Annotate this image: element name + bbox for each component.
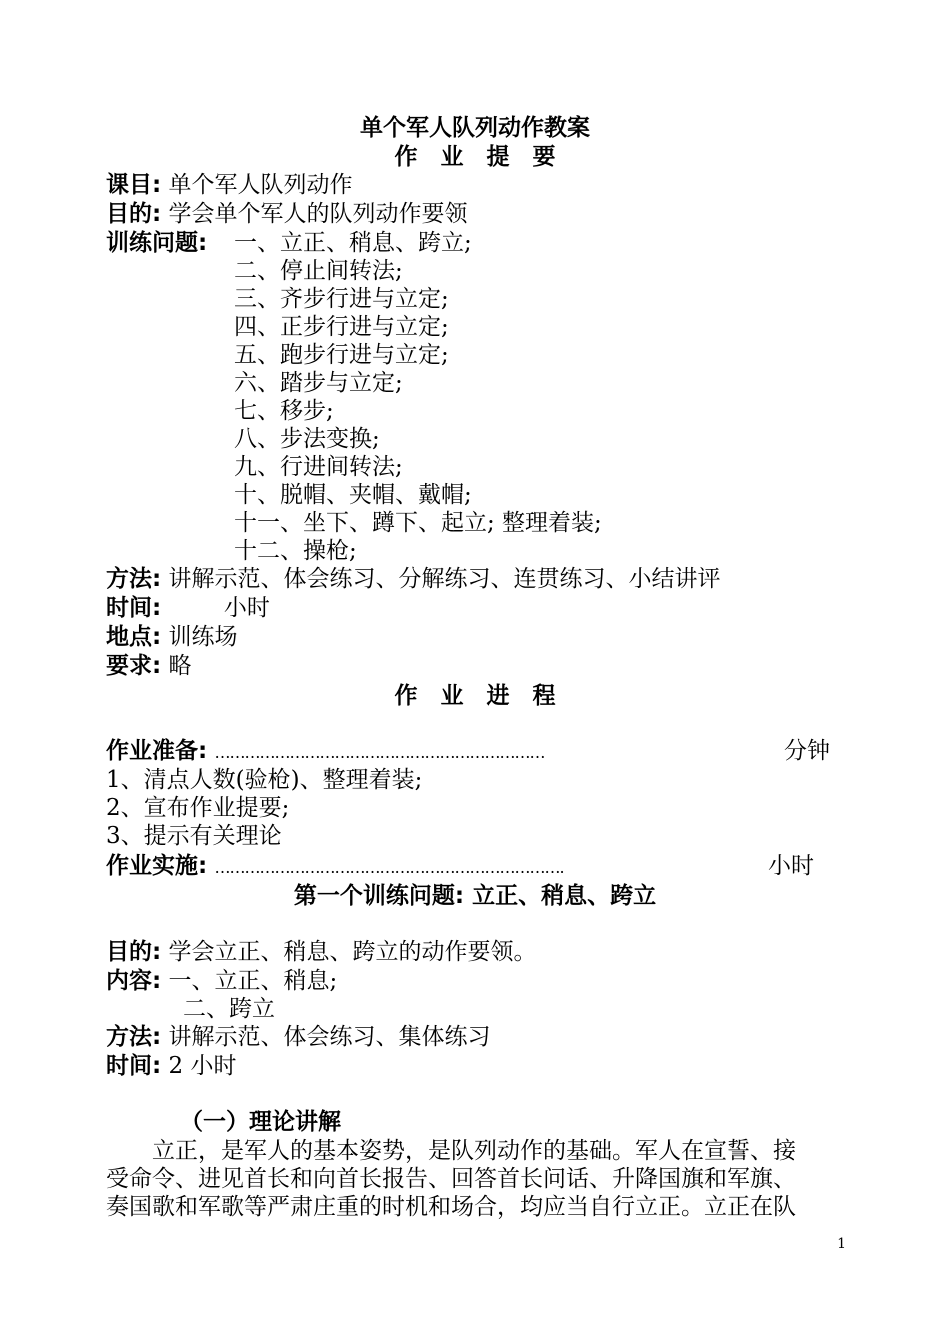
- issue1-content-row: [106, 967, 337, 995]
- training-issue-item: 四、正步行进与立定;: [234, 314, 449, 340]
- purpose-label: 目的:: [106, 201, 162, 227]
- document-title: 单个军人队列动作教案: [360, 114, 590, 141]
- implement-dots: …………………………………………………………….: [214, 858, 564, 877]
- training-issue-item: 十一、坐下、蹲下、起立; 整理着装;: [234, 510, 602, 536]
- issue1-content-label: 内容:: [106, 968, 162, 994]
- issue1-method-label: 方法:: [106, 1024, 162, 1050]
- training-issues-label: 训练问题:: [106, 230, 208, 256]
- prep-item: 1、清点人数(验枪)、整理着装;: [106, 767, 423, 793]
- paragraph-line: 受命令、进见首长和向首长报告、回答首长问话、升降国旗和军旗、: [106, 1166, 796, 1192]
- prep-row: [106, 737, 836, 767]
- training-issue-item: 五、跑步行进与立定;: [234, 342, 449, 368]
- purpose-row: [106, 200, 468, 228]
- prep-item: 2、宣布作业提要;: [106, 795, 290, 821]
- issue1-content-item: 二、跨立: [183, 996, 275, 1022]
- time-label: 时间:: [106, 595, 162, 621]
- summary-heading: 作 业 提 要: [394, 143, 556, 170]
- requirement-label: 要求:: [106, 653, 162, 679]
- place-label: 地点:: [106, 624, 162, 650]
- issue1-time-label: 时间:: [106, 1053, 162, 1079]
- time-row: [106, 594, 270, 622]
- prep-unit: 分钟: [784, 738, 830, 764]
- theory-heading: （一）理论讲解: [180, 1109, 341, 1135]
- implement-label: 作业实施:: [106, 853, 208, 879]
- subject-value: 单个军人队列动作: [168, 172, 353, 198]
- training-issue-item: 九、行进间转法;: [234, 454, 403, 480]
- training-issue-item: 十二、操枪;: [234, 538, 357, 564]
- issue1-content-item: 一、立正、稍息;: [168, 968, 338, 994]
- subject-row: [106, 171, 353, 199]
- paragraph-line: 立正，是军人的基本姿势，是队列动作的基础。军人在宣誓、接: [152, 1138, 796, 1164]
- prep-label: 作业准备:: [106, 738, 208, 764]
- prep-item: 3、提示有关理论: [106, 823, 282, 849]
- method-row: [106, 565, 721, 593]
- purpose-value: 学会单个军人的队列动作要领: [168, 201, 468, 227]
- process-heading: 作 业 进 程: [394, 682, 556, 709]
- training-issue-item: 七、移步;: [234, 398, 334, 424]
- issue1-purpose-label: 目的:: [106, 939, 162, 965]
- training-issue-item: 十、脱帽、夹帽、戴帽;: [234, 482, 472, 508]
- prep-dots: …………………………………………………………: [214, 743, 545, 762]
- issue1-method-row: [106, 1023, 491, 1051]
- issue1-time-row: [106, 1052, 236, 1080]
- paragraph-line: 奏国歌和军歌等严肃庄重的时机和场合，均应当自行立正。立正在队: [106, 1194, 796, 1220]
- training-issue-item: 八、步法变换;: [234, 426, 380, 452]
- requirement-value: 略: [168, 653, 192, 679]
- theory-paragraph: [106, 1137, 848, 1221]
- training-issue-item: 六、踏步与立定;: [234, 370, 403, 396]
- requirement-row: [106, 652, 192, 680]
- issue1-method-value: 讲解示范、体会练习、集体练习: [168, 1024, 491, 1050]
- issue1-purpose-row: [106, 938, 537, 966]
- issue1-heading: 第一个训练问题: 立正、稍息、跨立: [293, 883, 657, 909]
- time-value: 小时: [223, 595, 270, 621]
- implement-row: [106, 852, 820, 882]
- method-value: 讲解示范、体会练习、分解练习、连贯练习、小结讲评: [168, 566, 721, 592]
- issue1-purpose-value: 学会立正、稍息、跨立的动作要领。: [168, 939, 537, 965]
- place-row: [106, 623, 238, 651]
- page-number: 1: [837, 1236, 846, 1252]
- training-issue-item: 三、齐步行进与立定;: [234, 286, 449, 312]
- issue1-time-value: 2 小时: [168, 1053, 237, 1079]
- method-label: 方法:: [106, 566, 162, 592]
- training-issue-item: 二、停止间转法;: [234, 258, 403, 284]
- training-issue-item: 一、立正、稍息、跨立;: [234, 230, 472, 256]
- place-value: 训练场: [168, 624, 238, 650]
- subject-label: 课目:: [106, 172, 162, 198]
- implement-unit: 小时: [768, 853, 814, 879]
